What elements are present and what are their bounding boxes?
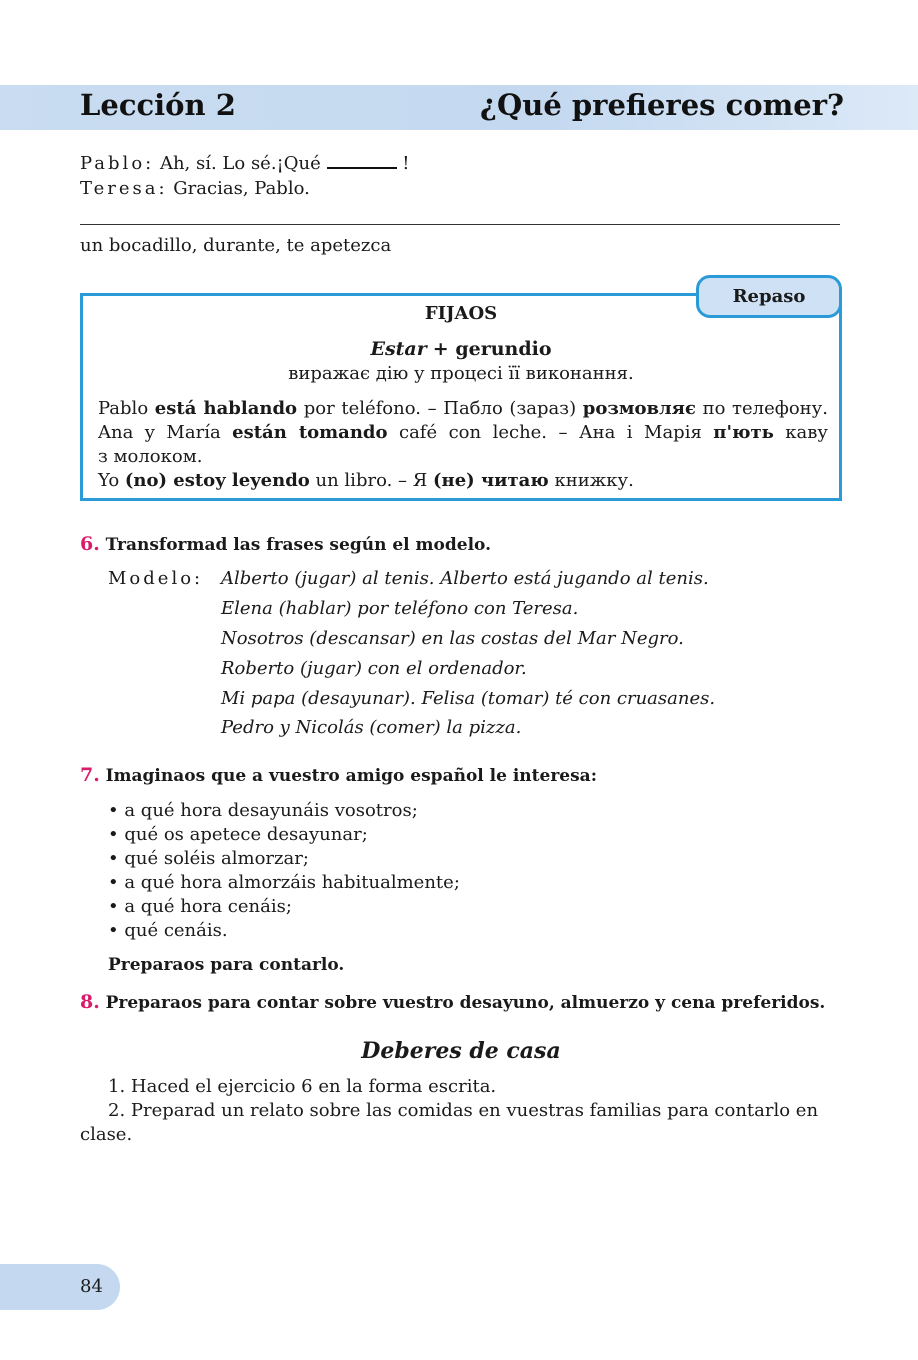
- repaso-rule: [80, 337, 842, 361]
- example-text: з молоком.: [98, 446, 203, 467]
- example-text: un libro. – Я: [309, 470, 434, 491]
- repaso-tab: Repaso: [696, 275, 842, 318]
- dialog-line-teresa: [80, 177, 310, 201]
- list-item: • a qué hora almorzáis habitualmente;: [108, 872, 460, 893]
- repaso-heading: FIJAOS: [424, 303, 498, 324]
- dialog-line-pablo: [80, 151, 410, 176]
- exercise-number: 6.: [80, 533, 100, 555]
- example-line: [98, 397, 828, 421]
- example-bold: розмовляє: [582, 398, 696, 419]
- homework-item-continuation: clase.: [80, 1124, 133, 1145]
- example-text: книжку.: [548, 470, 634, 491]
- dialog-text-end: !: [402, 153, 410, 174]
- modelo-label: Modelo:: [108, 568, 204, 589]
- example-bold: está hablando: [154, 398, 298, 419]
- exercise-instruction: Transformad las frases según el modelo.: [105, 535, 491, 555]
- example-text: por teléfono. – Пабло (зараз): [297, 398, 583, 419]
- example-line: [98, 445, 202, 469]
- divider: [80, 224, 840, 225]
- repaso-rule-description: виражає дію у процесі її виконання.: [288, 363, 634, 384]
- word-bank: un bocadillo, durante, te apetezca: [80, 235, 392, 256]
- exercise-item: Mi papa (desayunar). Felisa (tomar) té con cruasanes.: [221, 688, 716, 709]
- exercise-7-header: [80, 763, 597, 788]
- list-item: • a qué hora desayunáis vosotros;: [108, 800, 418, 821]
- example-bold: están tomando: [232, 422, 388, 443]
- example-line: [98, 469, 634, 493]
- exercise-item: Roberto (jugar) con el ordenador.: [221, 658, 527, 679]
- page-title: ¿Qué prefieres comer?: [480, 88, 844, 122]
- lesson-label: Lección 2: [80, 88, 236, 122]
- example-line: [98, 421, 828, 445]
- fill-in-blank: [327, 151, 397, 169]
- exercise-item: Elena (hablar) por teléfono con Teresa.: [221, 598, 579, 619]
- dialog-text: Ah, sí. Lo sé.¡Qué: [159, 153, 321, 174]
- list-item: • a qué hora cenáis;: [108, 896, 292, 917]
- exercise-8-header: [80, 990, 825, 1015]
- example-bold: п'ють: [713, 422, 774, 443]
- exercise-6-header: [80, 532, 491, 557]
- speaker-pablo: Pablo:: [80, 153, 155, 174]
- list-item: • qué os apetece desayunar;: [108, 824, 368, 845]
- exercise-item: Pedro y Nicolás (comer) la pizza.: [221, 717, 522, 738]
- page-number: 84: [80, 1276, 103, 1297]
- homework-item: 1. Haced el ejercicio 6 en la forma escrita.: [108, 1076, 497, 1097]
- dialog-text: Gracias, Pablo.: [173, 178, 310, 199]
- list-item: • qué soléis almorzar;: [108, 848, 309, 869]
- speaker-teresa: Teresa:: [80, 178, 168, 199]
- example-text: каву: [773, 422, 828, 443]
- exercise-closing: Preparaos para contarlo.: [108, 955, 345, 975]
- exercise-item: Alberto (jugar) al tenis. Alberto está jugando al tenis.: [221, 568, 709, 589]
- exercise-number: 8.: [80, 991, 100, 1013]
- list-item: • qué cenáis.: [108, 920, 228, 941]
- example-text: Ana y María: [98, 422, 233, 443]
- homework-title: Deberes de casa: [361, 1038, 561, 1064]
- example-text: Yo: [98, 470, 125, 491]
- exercise-instruction: Preparaos para contar sobre vuestro desayuno, almuerzo y cena preferidos.: [105, 993, 826, 1013]
- exercise-instruction: Imaginaos que a vuestro amigo español le interesa:: [105, 766, 597, 786]
- rule-verb: Estar: [370, 338, 427, 360]
- example-text: Pablo: [98, 398, 155, 419]
- example-bold: (no) estoy leyendo: [124, 470, 310, 491]
- example-bold: (не) читаю: [433, 470, 549, 491]
- homework-item: 2. Preparad un relato sobre las comidas en vuestras familias para contarlo en: [108, 1100, 819, 1121]
- exercise-number: 7.: [80, 764, 100, 786]
- example-text: по телефону.: [695, 398, 828, 419]
- exercise-item: Nosotros (descansar) en las costas del Mar Negro.: [221, 628, 684, 649]
- example-text: café con leche. – Ана і Марія: [387, 422, 714, 443]
- rule-rest: + gerundio: [432, 338, 552, 360]
